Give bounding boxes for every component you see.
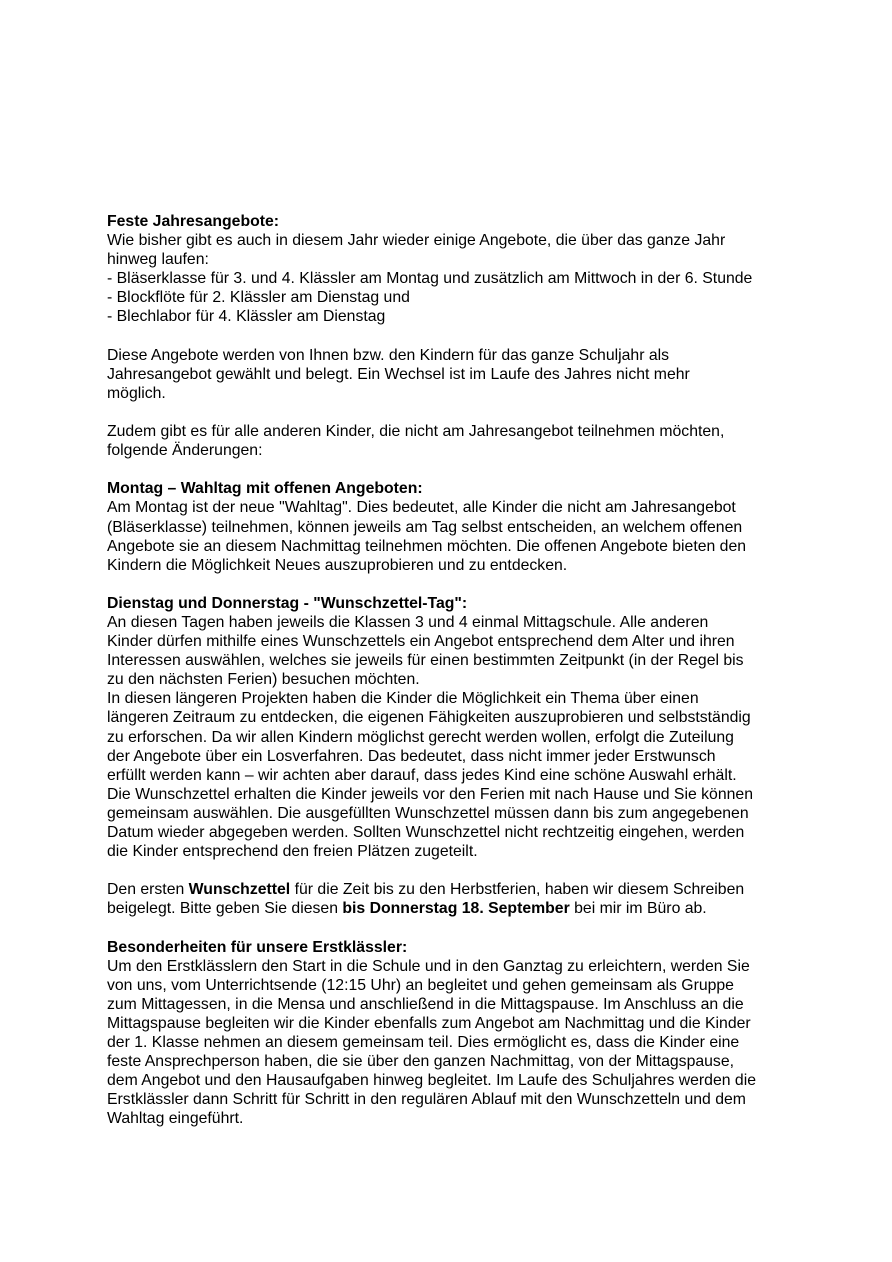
paragraph-line: Die Wunschzettel erhalten die Kinder jeweils vor den Ferien mit nach Hause und Sie können <box>107 785 753 803</box>
paragraph-line <box>107 899 797 918</box>
section-jahresangebot-wahl <box>107 346 797 403</box>
emphasis-deadline: bis Donnerstag 18. September <box>342 900 570 918</box>
list-item: - Bläserklasse für 3. und 4. Klässler am Montag und zusätzlich am Mittwoch in der 6. Stunde <box>107 270 753 288</box>
paragraph-line: längeren Zeitraum zu entdecken, die eigenen Fähigkeiten auszuprobieren und selbstständig <box>107 709 751 727</box>
paragraph-line: Kinder dürfen mithilfe eines Wunschzettels ein Angebot entsprechend dem Alter und ihren <box>107 633 735 651</box>
paragraph-line: der 1. Klasse nehmen an diesem gemeinsam teil. Dies ermöglicht es, dass die Kinder eine <box>107 1034 740 1052</box>
paragraph-line: hinweg laufen: <box>107 251 209 269</box>
paragraph-line: Zudem gibt es für alle anderen Kinder, die nicht am Jahresangebot teilnehmen möchten, <box>107 423 725 441</box>
paragraph-line: Interessen auswählen, welches sie jeweils für einen bestimmten Zeitpunkt (in der Regel bis <box>107 652 744 670</box>
paragraph-line: Angebote sie an diesem Nachmittag teilnehmen möchten. Die offenen Angebote bieten den <box>107 537 747 555</box>
paragraph-line: Jahresangebot gewählt und belegt. Ein Wechsel ist im Laufe des Jahres nicht mehr <box>107 365 690 383</box>
paragraph-line: die Kinder entsprechend den freien Plätzen zugeteilt. <box>107 843 478 861</box>
paragraph-line: In diesen längeren Projekten haben die Kinder die Möglichkeit ein Thema über einen <box>107 690 699 708</box>
section-erster-wunschzettel <box>107 880 797 918</box>
list-item: - Blechlabor für 4. Klässler am Dienstag <box>107 308 386 326</box>
paragraph-line: zu den nächsten Ferien) besuchen möchten. <box>107 671 420 689</box>
section-jahresangebote <box>107 212 797 327</box>
paragraph-line: Um den Erstklässlern den Start in die Schule und in den Ganztag zu erleichtern, werden Sie <box>107 957 750 975</box>
section-aenderungen <box>107 422 797 460</box>
section-heading: Besonderheiten für unsere Erstklässler: <box>107 938 408 956</box>
paragraph-line: der Angebote über ein Losverfahren. Das bedeutet, dass nicht immer jeder Erstwunsch <box>107 747 716 765</box>
paragraph-line: Mittagspause begleiten wir die Kinder ebenfalls zum Angebot am Nachmittag und die Kinder <box>107 1014 751 1032</box>
section-heading: Montag – Wahltag mit offenen Angeboten: <box>107 480 423 498</box>
text-run: Den ersten <box>107 881 189 899</box>
paragraph-line: folgende Änderungen: <box>107 442 263 460</box>
section-montag <box>107 479 797 574</box>
paragraph-line: erfüllt werden kann – wir achten aber darauf, dass jedes Kind eine schöne Auswahl erhält. <box>107 766 737 784</box>
paragraph-line: feste Ansprechperson haben, die sie über den ganzen Nachmittag, von der Mittagspause, <box>107 1053 735 1071</box>
paragraph-line: An diesen Tagen haben jeweils die Klassen 3 und 4 einmal Mittagschule. Alle anderen <box>107 613 709 631</box>
paragraph-line: möglich. <box>107 384 166 402</box>
paragraph-line: Erstklässler dann Schritt für Schritt in den regulären Ablauf mit den Wunschzetteln und dem <box>107 1091 746 1109</box>
paragraph-line: gemeinsam auswählen. Die ausgefüllten Wunschzettel müssen dann bis zum angegebenen <box>107 804 749 822</box>
paragraph-line: Wahltag eingeführt. <box>107 1110 244 1128</box>
paragraph-line <box>107 880 797 899</box>
section-heading: Dienstag und Donnerstag - "Wunschzettel-Tag": <box>107 594 468 612</box>
paragraph-line: Datum wieder abgegeben werden. Sollten Wunschzettel nicht rechtzeitig eingehen, werden <box>107 824 745 841</box>
document-page <box>107 212 797 1148</box>
paragraph-line: zu erforschen. Da wir allen Kindern möglichst gerecht werden wollen, erfolgt die Zuteilung <box>107 728 734 746</box>
text-run: beigelegt. Bitte geben Sie diesen <box>107 900 343 918</box>
section-erstklaessler <box>107 938 797 1129</box>
text-run: für die Zeit bis zu den Herbstferien, haben wir diesem Schreiben <box>290 881 745 899</box>
paragraph-line: (Bläserklasse) teilnehmen, können jeweils am Tag selbst entscheiden, an welchem offenen <box>107 518 743 536</box>
section-heading: Feste Jahresangebote: <box>107 213 280 230</box>
paragraph-line: Wie bisher gibt es auch in diesem Jahr wieder einige Angebote, die über das ganze Jahr <box>107 232 726 250</box>
text-run: bei mir im Büro ab. <box>569 900 707 918</box>
paragraph-line: Diese Angebote werden von Ihnen bzw. den Kindern für das ganze Schuljahr als <box>107 346 670 364</box>
paragraph-line: dem Angebot und den Hausaufgaben hinweg begleitet. Im Laufe des Schuljahres werden die <box>107 1072 757 1090</box>
paragraph-line: Kindern die Möglichkeit Neues auszuprobieren und zu entdecken. <box>107 556 568 574</box>
list-item: - Blockflöte für 2. Klässler am Dienstag und <box>107 289 410 307</box>
paragraph-line: von uns, vom Unterrichtsende (12:15 Uhr) an begleitet und gehen gemeinsam als Gruppe <box>107 976 734 994</box>
emphasis-wunschzettel: Wunschzettel <box>188 881 291 899</box>
paragraph-line: Am Montag ist der neue "Wahltag". Dies bedeutet, alle Kinder die nicht am Jahresangebot <box>107 499 736 517</box>
section-dienstag-donnerstag <box>107 594 797 861</box>
paragraph-line: zum Mittagessen, in die Mensa und anschließend in die Mittagspause. Im Anschluss an die <box>107 995 744 1013</box>
